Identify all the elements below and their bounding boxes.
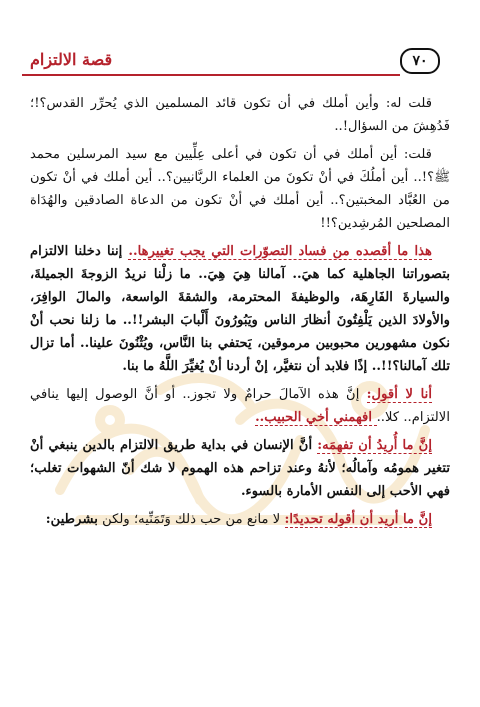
paragraph-5 [30, 434, 450, 503]
paragraph-6 [30, 508, 450, 531]
paragraph-2-text: قلت: أين أملك في أن تكون في أعلى عِلِّيين مع سيد المرسلين محمد ﷺ؟!.. أين أملُكَ في أنْ تكونَ من العلماء الربَّانيين؟.. أين أملك في أنْ تكون من العُبَّاد المخبتين؟.. أين أملك في أنْ تكون من الدعاة الصادقين والهُدَاة المصلحين المُرشِدين؟!! [30, 147, 450, 231]
paragraph-5-highlight: إنَّ ما أُريدُ أن تفهمَه: [317, 438, 432, 453]
paragraph-6-highlight: إنَّ ما أريد أن أقوله تحديدًا: [284, 512, 432, 527]
page-header [22, 48, 458, 78]
chapter-title: قصة الالتزام [30, 50, 113, 69]
paragraph-6-text: لا مانع من حب ذلك وَتَمَنِّيه؛ ولكن [97, 512, 285, 527]
paragraph-1 [30, 92, 450, 138]
header-divider [22, 74, 400, 76]
paragraph-4 [30, 383, 450, 429]
paragraph-5-text: أنَّ الإنسان في بداية طريق الالتزام بالدين ينبغي أنْ تتغير همومُه وآمالُه؛ لأنهُ وعند تزاحم هذه الهموم لا شك أنّ الشهوات تغلب؛ فهي الأحب إلى النفس الأمارة بالسوء. [30, 438, 450, 499]
paragraph-3-text: إننا دخلنا الالتزام بتصوراتنا الجاهلية كما هيَ.. آمالنا هِيَ هِيَ.. ما زلْنا نريدُ الزوجةَ الجميلةَ، والسيارةَ الفَارِهَة، والوظيفةَ المحترمة، والشقةَ الواسعة، والمالَ الوافِرَ، والأولادَ الذين يَلْفِتُونَ أنظارَ الناس ويَبُورُونَ أَلْبابَ البشر!!.. ما زلنا نحب أنْ نكون مشهورين محبوبين مرموقين، يَحتفي بنا النَّاس، ويُثْنُونَ علينا.. أما تزال تلك آمالنا؟!!.. إذًا فلابد أن نتغيَّر، إنْ أردنا أنْ يُغيِّرَ اللَّهُ ما بنا. [30, 244, 450, 374]
paragraph-3 [30, 240, 450, 378]
paragraph-4-text: إنَّ هذه الآمالَ حرامٌ ولا تجوز.. أو أنَّ الوصول إليها ينافي الالتزام.. كلا.. [30, 387, 450, 425]
paragraph-2 [30, 143, 450, 235]
page-body [30, 92, 450, 536]
paragraph-1-text: قلت له: وأين أملك في أن تكون قائد المسلمين الذي يُحرِّر القدس؟!؛ فَدُهِشَ من السؤال!.. [30, 96, 450, 134]
paragraph-4-highlight: أنا لا أقول: [366, 387, 432, 402]
paragraph-3-highlight: هذا ما أقصده من فساد التصوّرات التي يجب تغييرها.. [128, 244, 432, 259]
paragraph-4-tail: افهمني أخي الحبيب.. [255, 410, 377, 425]
paragraph-6-bold: بشرطين: [45, 512, 98, 527]
page-number-badge: ٧٠ [400, 48, 440, 74]
